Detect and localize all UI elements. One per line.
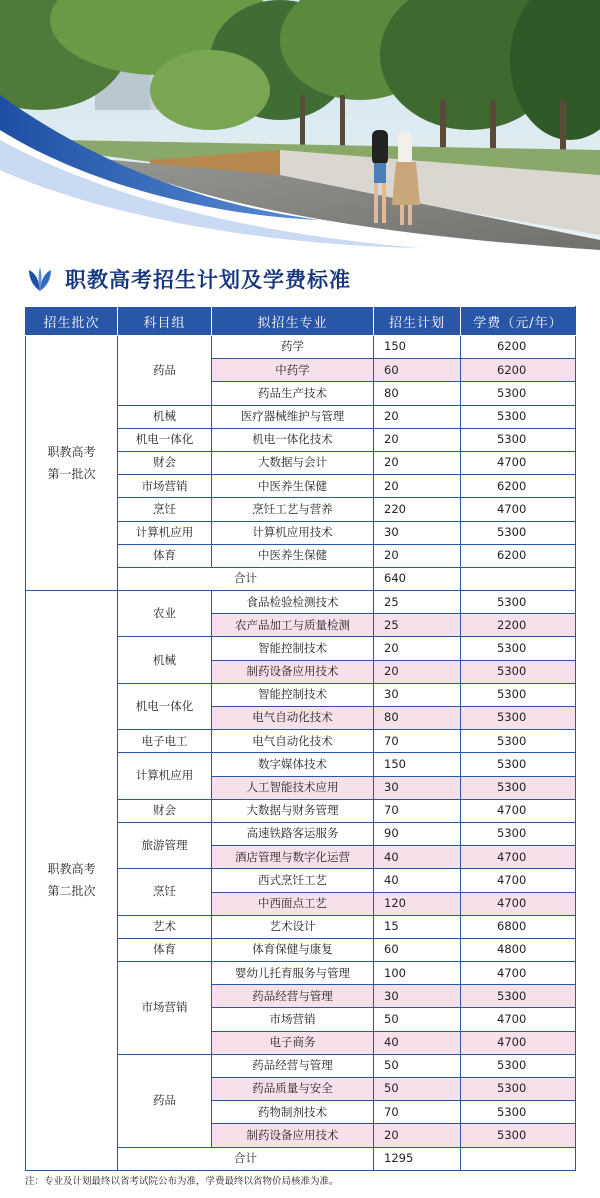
- fee-cell: 2200: [461, 614, 576, 637]
- plan-cell: 20: [374, 544, 461, 567]
- total-value: 640: [374, 567, 461, 590]
- major-cell: 药物制剂技术: [212, 1101, 374, 1124]
- fee-cell: 4700: [461, 451, 576, 474]
- fee-cell: 5300: [461, 660, 576, 683]
- subject-group-cell: 体育: [118, 544, 212, 567]
- subject-group-cell: 药品: [118, 336, 212, 406]
- batch-cell: [26, 591, 118, 1171]
- table-row: [26, 591, 576, 614]
- subject-group-cell: 药品: [118, 1054, 212, 1147]
- major-cell: 智能控制技术: [212, 637, 374, 660]
- fee-cell: 5300: [461, 776, 576, 799]
- plan-cell: 30: [374, 985, 461, 1008]
- plan-cell: 100: [374, 962, 461, 985]
- major-cell: 电气自动化技术: [212, 730, 374, 753]
- subject-group-cell: 体育: [118, 938, 212, 961]
- plan-cell: 20: [374, 451, 461, 474]
- plan-cell: 50: [374, 1078, 461, 1101]
- major-cell: 药品经营与管理: [212, 1054, 374, 1077]
- page-title: 职教高考招生计划及学费标准: [65, 268, 351, 292]
- major-cell: 机电一体化技术: [212, 428, 374, 451]
- major-cell: 大数据与会计: [212, 451, 374, 474]
- subject-group-cell: 机械: [118, 637, 212, 683]
- fee-cell: 5300: [461, 521, 576, 544]
- fee-cell: 4700: [461, 962, 576, 985]
- major-cell: 药品生产技术: [212, 382, 374, 405]
- major-cell: 高速铁路客运服务: [212, 822, 374, 845]
- fee-cell: 5300: [461, 1054, 576, 1077]
- batch-name-line1: 职教高考: [47, 445, 96, 460]
- leaf-logo-icon: [25, 264, 55, 294]
- fee-cell: 6200: [461, 336, 576, 359]
- plan-cell: 70: [374, 730, 461, 753]
- major-cell: 医疗器械维护与管理: [212, 405, 374, 428]
- plan-cell: 30: [374, 683, 461, 706]
- plan-cell: 80: [374, 382, 461, 405]
- total-fee-empty: [461, 1147, 576, 1170]
- major-cell: 烹饪工艺与营养: [212, 498, 374, 521]
- subject-group-cell: 计算机应用: [118, 753, 212, 799]
- fee-cell: 5300: [461, 637, 576, 660]
- major-cell: 数字媒体技术: [212, 753, 374, 776]
- major-cell: 人工智能技术应用: [212, 776, 374, 799]
- plan-cell: 15: [374, 915, 461, 938]
- subject-group-cell: 市场营销: [118, 962, 212, 1055]
- plan-cell: 20: [374, 428, 461, 451]
- plan-cell: 80: [374, 707, 461, 730]
- fee-cell: 4700: [461, 1008, 576, 1031]
- fee-cell: 5300: [461, 428, 576, 451]
- plan-cell: 30: [374, 521, 461, 544]
- major-cell: 中医养生保健: [212, 544, 374, 567]
- plan-cell: 20: [374, 660, 461, 683]
- major-cell: 计算机应用技术: [212, 521, 374, 544]
- major-cell: 药品经营与管理: [212, 985, 374, 1008]
- fee-cell: 5300: [461, 683, 576, 706]
- footnote: 注：专业及计划最终以省考试院公布为准，学费最终以省物价局核准为准。: [25, 1176, 339, 1187]
- column-header-subject-group: 科目组: [118, 307, 212, 336]
- total-label: 合计: [118, 567, 374, 590]
- title-row: [25, 264, 351, 294]
- fee-cell: 4700: [461, 892, 576, 915]
- subject-group-cell: 财会: [118, 451, 212, 474]
- major-cell: 农产品加工与质量检测: [212, 614, 374, 637]
- subject-group-cell: 旅游管理: [118, 822, 212, 868]
- table-row: [26, 336, 576, 359]
- plan-cell: 40: [374, 1031, 461, 1054]
- major-cell: 制药设备应用技术: [212, 1124, 374, 1147]
- subject-group-cell: 电子电工: [118, 730, 212, 753]
- column-header-fee: 学费（元/年）: [461, 307, 576, 336]
- major-cell: 智能控制技术: [212, 683, 374, 706]
- major-cell: 制药设备应用技术: [212, 660, 374, 683]
- batch-name-line2: 第二批次: [47, 884, 96, 899]
- total-fee-empty: [461, 567, 576, 590]
- major-cell: 市场营销: [212, 1008, 374, 1031]
- subject-group-cell: 机械: [118, 405, 212, 428]
- major-cell: 中西面点工艺: [212, 892, 374, 915]
- plan-cell: 60: [374, 359, 461, 382]
- fee-cell: 4700: [461, 846, 576, 869]
- major-cell: 中医养生保健: [212, 475, 374, 498]
- fee-cell: 5300: [461, 1078, 576, 1101]
- fee-cell: 5300: [461, 1101, 576, 1124]
- fee-cell: 5300: [461, 382, 576, 405]
- fee-cell: 4700: [461, 498, 576, 521]
- plan-cell: 120: [374, 892, 461, 915]
- plan-cell: 90: [374, 822, 461, 845]
- plan-cell: 25: [374, 614, 461, 637]
- subject-group-cell: 机电一体化: [118, 428, 212, 451]
- plan-cell: 20: [374, 405, 461, 428]
- major-cell: 电气自动化技术: [212, 707, 374, 730]
- subject-group-cell: 农业: [118, 591, 212, 637]
- batch-name-line2: 第一批次: [47, 467, 96, 482]
- fee-cell: 5300: [461, 405, 576, 428]
- major-cell: 艺术设计: [212, 915, 374, 938]
- major-cell: 食品检验检测技术: [212, 591, 374, 614]
- plan-cell: 40: [374, 846, 461, 869]
- plan-cell: 60: [374, 938, 461, 961]
- subject-group-cell: 烹饪: [118, 869, 212, 915]
- subject-group-cell: 艺术: [118, 915, 212, 938]
- major-cell: 药学: [212, 336, 374, 359]
- major-cell: 体育保健与康复: [212, 938, 374, 961]
- fee-cell: 5300: [461, 707, 576, 730]
- enrollment-plan-table: [25, 306, 576, 1171]
- fee-cell: 5300: [461, 591, 576, 614]
- fee-cell: 5300: [461, 985, 576, 1008]
- major-cell: 婴幼儿托育服务与管理: [212, 962, 374, 985]
- fee-cell: 4700: [461, 799, 576, 822]
- fee-cell: 5300: [461, 730, 576, 753]
- table-header-row: [26, 307, 576, 336]
- fee-cell: 4800: [461, 938, 576, 961]
- column-header-major: 拟招生专业: [212, 307, 374, 336]
- subject-group-cell: 财会: [118, 799, 212, 822]
- column-header-plan: 招生计划: [374, 307, 461, 336]
- total-value: 1295: [374, 1147, 461, 1170]
- fee-cell: 6200: [461, 475, 576, 498]
- plan-cell: 70: [374, 799, 461, 822]
- fee-cell: 5300: [461, 1124, 576, 1147]
- plan-cell: 50: [374, 1008, 461, 1031]
- subject-group-cell: 市场营销: [118, 475, 212, 498]
- major-cell: 电子商务: [212, 1031, 374, 1054]
- major-cell: 大数据与财务管理: [212, 799, 374, 822]
- plan-cell: 25: [374, 591, 461, 614]
- subject-group-cell: 计算机应用: [118, 521, 212, 544]
- fee-cell: 6200: [461, 359, 576, 382]
- plan-cell: 30: [374, 776, 461, 799]
- major-cell: 酒店管理与数字化运营: [212, 846, 374, 869]
- column-header-batch: 招生批次: [26, 307, 118, 336]
- fee-cell: 5300: [461, 753, 576, 776]
- plan-cell: 220: [374, 498, 461, 521]
- fee-cell: 4700: [461, 869, 576, 892]
- fee-cell: 6800: [461, 915, 576, 938]
- fee-cell: 5300: [461, 822, 576, 845]
- plan-cell: 50: [374, 1054, 461, 1077]
- batch-name-line1: 职教高考: [47, 862, 96, 877]
- plan-cell: 150: [374, 753, 461, 776]
- subject-group-cell: 机电一体化: [118, 683, 212, 729]
- plan-cell: 150: [374, 336, 461, 359]
- plan-cell: 20: [374, 637, 461, 660]
- subject-group-cell: 烹饪: [118, 498, 212, 521]
- plan-cell: 20: [374, 475, 461, 498]
- major-cell: 西式烹饪工艺: [212, 869, 374, 892]
- plan-cell: 70: [374, 1101, 461, 1124]
- total-label: 合计: [118, 1147, 374, 1170]
- plan-cell: 40: [374, 869, 461, 892]
- batch-cell: [26, 336, 118, 591]
- fee-cell: 6200: [461, 544, 576, 567]
- fee-cell: 4700: [461, 1031, 576, 1054]
- major-cell: 中药学: [212, 359, 374, 382]
- campus-photo-banner: [0, 0, 600, 255]
- plan-cell: 20: [374, 1124, 461, 1147]
- table-body: [26, 336, 576, 1171]
- major-cell: 药品质量与安全: [212, 1078, 374, 1101]
